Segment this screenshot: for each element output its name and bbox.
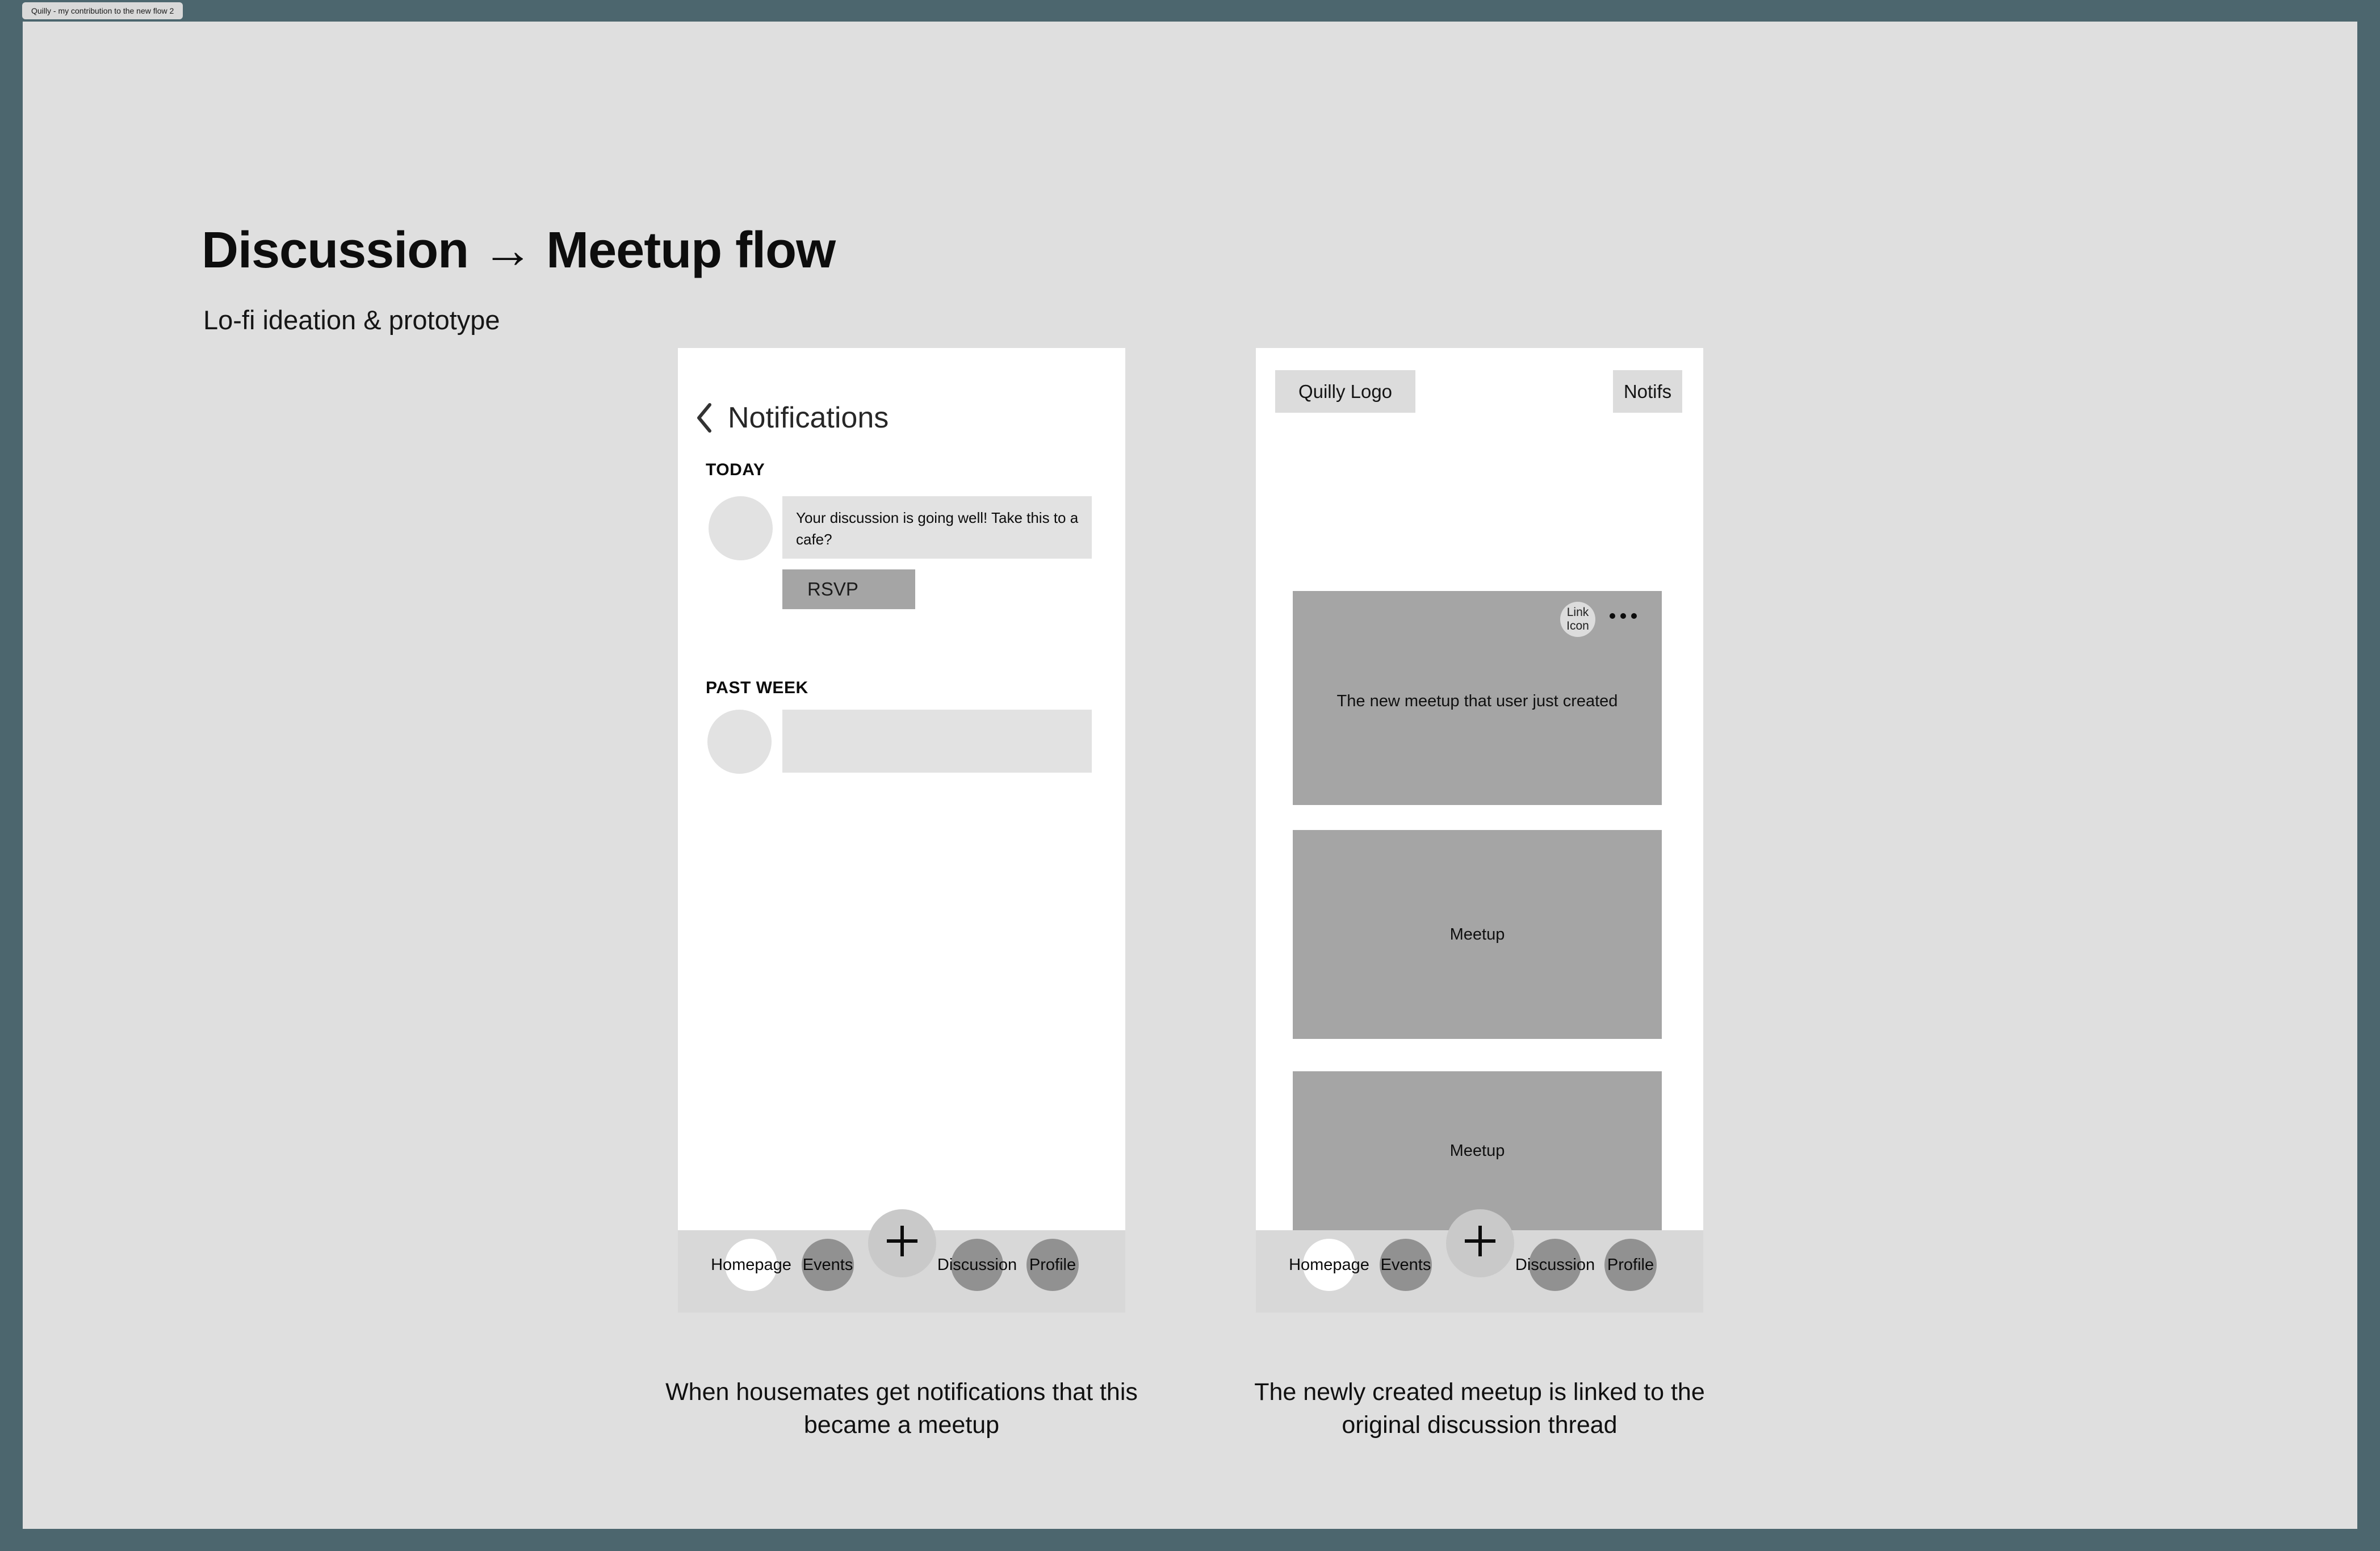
nav-profile-label: Profile	[1607, 1255, 1654, 1274]
avatar	[707, 710, 772, 774]
nav-homepage-button[interactable]	[711, 1239, 791, 1291]
page-subtitle: Lo-fi ideation & prototype	[203, 305, 500, 335]
nav-discussion-label: Discussion	[937, 1255, 1017, 1274]
meetup-card[interactable]	[1293, 1071, 1662, 1230]
nav-profile-label: Profile	[1029, 1255, 1076, 1274]
nav-discussion-label: Discussion	[1515, 1255, 1595, 1274]
section-label-today: TODAY	[706, 460, 765, 479]
nav-homepage-label: Homepage	[1289, 1255, 1369, 1274]
screen-title: Notifications	[728, 401, 889, 434]
bottom-nav	[1256, 1230, 1703, 1313]
meetup-card-text: The new meetup that user just created	[1336, 692, 1618, 710]
nav-profile-button[interactable]	[1604, 1239, 1657, 1291]
nav-discussion-button[interactable]	[1515, 1239, 1595, 1291]
notification-message[interactable]: Your discussion is going well! Take this to a cafe?	[782, 496, 1092, 559]
meetup-card-text: Meetup	[1449, 1141, 1505, 1160]
meetup-card-text: Meetup	[1449, 925, 1505, 944]
frame-notifications-screen	[678, 348, 1125, 1313]
ellipsis-menu-icon[interactable]	[1610, 613, 1637, 619]
plus-icon	[1464, 1225, 1497, 1262]
nav-events-button[interactable]	[802, 1239, 854, 1291]
notifs-button[interactable]: Notifs	[1613, 370, 1682, 413]
canvas-page-tab[interactable]	[22, 2, 183, 19]
page-title: Discussion → Meetup flow	[202, 222, 836, 279]
nav-events-button[interactable]	[1380, 1239, 1432, 1291]
meetup-card[interactable]	[1293, 830, 1662, 1039]
canvas-page-tab-label: Quilly - my contribution to the new flow 2	[31, 6, 174, 15]
nav-discussion-button[interactable]	[937, 1239, 1017, 1291]
nav-events-label: Events	[802, 1255, 853, 1274]
nav-events-label: Events	[1380, 1255, 1431, 1274]
notifications-header	[695, 400, 889, 435]
plus-icon	[886, 1225, 919, 1262]
nav-profile-button[interactable]	[1026, 1239, 1079, 1291]
meetup-card-new[interactable]	[1293, 591, 1662, 805]
nav-plus-button[interactable]	[868, 1209, 936, 1277]
caption-home: The newly created meetup is linked to the original discussion thread	[1254, 1378, 1705, 1439]
avatar	[709, 496, 773, 560]
home-screen-surface	[1256, 348, 1703, 1230]
back-icon[interactable]	[695, 402, 712, 434]
notifications-screen-surface	[678, 348, 1125, 1230]
frame-home-screen	[1256, 348, 1703, 1313]
caption-notifications: When housemates get notifications that this became a meetup	[665, 1378, 1138, 1439]
design-canvas	[23, 22, 2357, 1529]
bottom-nav	[678, 1230, 1125, 1313]
nav-homepage-button[interactable]	[1289, 1239, 1369, 1291]
notification-placeholder[interactable]	[782, 710, 1092, 773]
nav-homepage-label: Homepage	[711, 1255, 791, 1274]
nav-plus-button[interactable]	[1446, 1209, 1514, 1277]
link-icon[interactable]: Link Icon	[1560, 602, 1595, 637]
section-label-past-week: PAST WEEK	[706, 678, 808, 697]
quilly-logo-button[interactable]: Quilly Logo	[1275, 370, 1415, 413]
rsvp-button[interactable]: RSVP	[782, 569, 915, 609]
